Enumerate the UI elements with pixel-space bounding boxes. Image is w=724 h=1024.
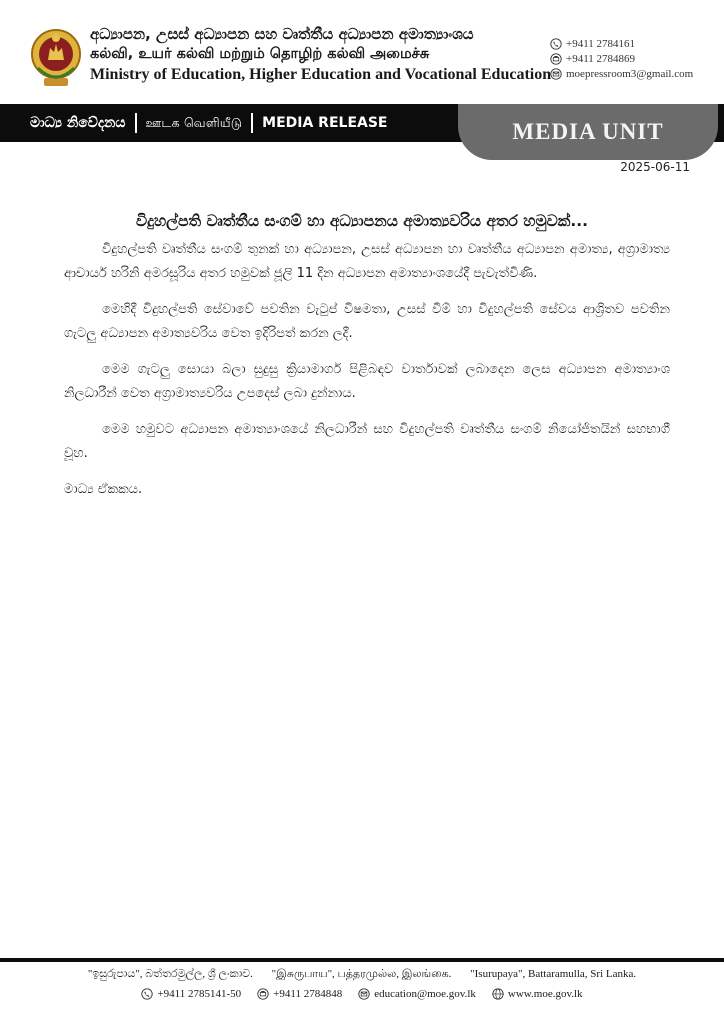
email-icon [358, 988, 370, 1000]
document-title: විදුහල්පති වෘත්තීය සංගම් හා අධ්‍යාපනය අමාත්‍යවරිය අතර හමුවක්... [135, 212, 589, 230]
footer-email: education@moe.gov.lk [358, 988, 476, 1000]
footer-address-sinhala: "ඉසුරුපාය", බත්තරමුල්ල, ශ්‍රී ලංකාව. [87, 968, 253, 980]
body-paragraph: මෙම ගැටලු සොයා බලා සුදුසු ක්‍රියාමාර්ග පිළිබඳව වාර්තාවක් ලබාදෙන ලෙස අධ්‍යාපන අමාත්‍යාංශ නිලධාරීන් වෙත අග්‍රාමාත්‍යවරිය උපදෙස් ලබා දුන්නාය. [64, 362, 670, 401]
footer-contacts [0, 988, 724, 1000]
sri-lanka-emblem-icon [30, 24, 82, 90]
ministry-name-english: Ministry of Education, Higher Education and Vocational Education [90, 66, 552, 83]
footer-address [0, 968, 724, 982]
header-contacts [550, 36, 720, 81]
footer-website: www.moe.gov.lk [492, 988, 583, 1000]
media-release-labels [30, 104, 387, 142]
band-divider [251, 113, 253, 133]
ministry-name-tamil: கல்வி, உயர் கல்வி மற்றும் தொழிற் கல்வி அமைச்சு [90, 46, 430, 62]
phone-icon [550, 38, 562, 50]
media-unit-tab [458, 104, 718, 160]
fax-icon [257, 988, 269, 1000]
ministry-name-sinhala: අධ්‍යාපන, උසස් අධ්‍යාපන සහ වෘත්තීය අධ්‍යාපන අමාත්‍යාංශය [90, 25, 474, 43]
media-release-tamil: ஊடக வெளியீடு [145, 114, 243, 130]
footer-divider [0, 958, 724, 962]
media-release-sinhala: මාධ්‍ය නිවේදනය [30, 115, 126, 131]
globe-icon [492, 988, 504, 1000]
letterhead [0, 0, 724, 100]
media-unit-label: MEDIA UNIT [512, 119, 664, 144]
body-paragraph: මෙම හමුවට අධ්‍යාපන අමාත්‍යාංශයේ නිලධාරීන් සහ විදුහල්පති වෘත්තීය සංගම් නියෝජිතයින් සහභාගී වූහ. [64, 422, 670, 461]
phone-icon [141, 988, 153, 1000]
email-icon [550, 68, 562, 80]
footer-fax: +9411 2784848 [257, 988, 342, 1000]
media-release-english: MEDIA RELEASE [262, 115, 388, 131]
footer-phone: +9411 2785141-50 [141, 988, 241, 1000]
header-fax: +9411 2784869 [550, 51, 720, 66]
body-paragraph: මෙහිදී විදුහල්පති සේවාවේ පවතින වැටුප් විෂමතා, උසස් වීම් හා විදුහල්පති සේවය ආශ්‍රිතව පවතින ගැටලු අධ්‍යාපන අමාත්‍යවරිය වෙත ඉදිරිපත් කරන ලදී. [64, 302, 670, 341]
footer-address-english: "Isurupaya", Battaramulla, Sri Lanka. [470, 968, 637, 980]
ministry-name [90, 24, 552, 86]
fax-icon [550, 53, 562, 65]
signature: මාධ්‍ය ඒකකය. [64, 482, 143, 497]
band-divider [135, 113, 137, 133]
release-date: 2025-06-11 [620, 160, 690, 174]
header-email: moepressroom3@gmail.com [550, 66, 720, 81]
body-paragraph: විදුහල්පති වෘත්තීය සංගම් තුනක් හා අධ්‍යාපන, උසස් අධ්‍යාපන හා වෘත්තීය අධ්‍යාපන අමාත්‍ය, අග්‍රාමාත්‍ය ආචාර්ය හරිනි අමරසූරිය අතර හමුවක් ජූලි 11 දින අධ්‍යාපන අමාත්‍යාංශයේදී පැවැත්විණි. [64, 242, 670, 281]
footer-address-tamil: "இசுருபாய", பத்தரமுல்ல, இலங்கை. [271, 968, 452, 980]
document-body [64, 238, 670, 515]
header-phone: +9411 2784161 [550, 36, 720, 51]
